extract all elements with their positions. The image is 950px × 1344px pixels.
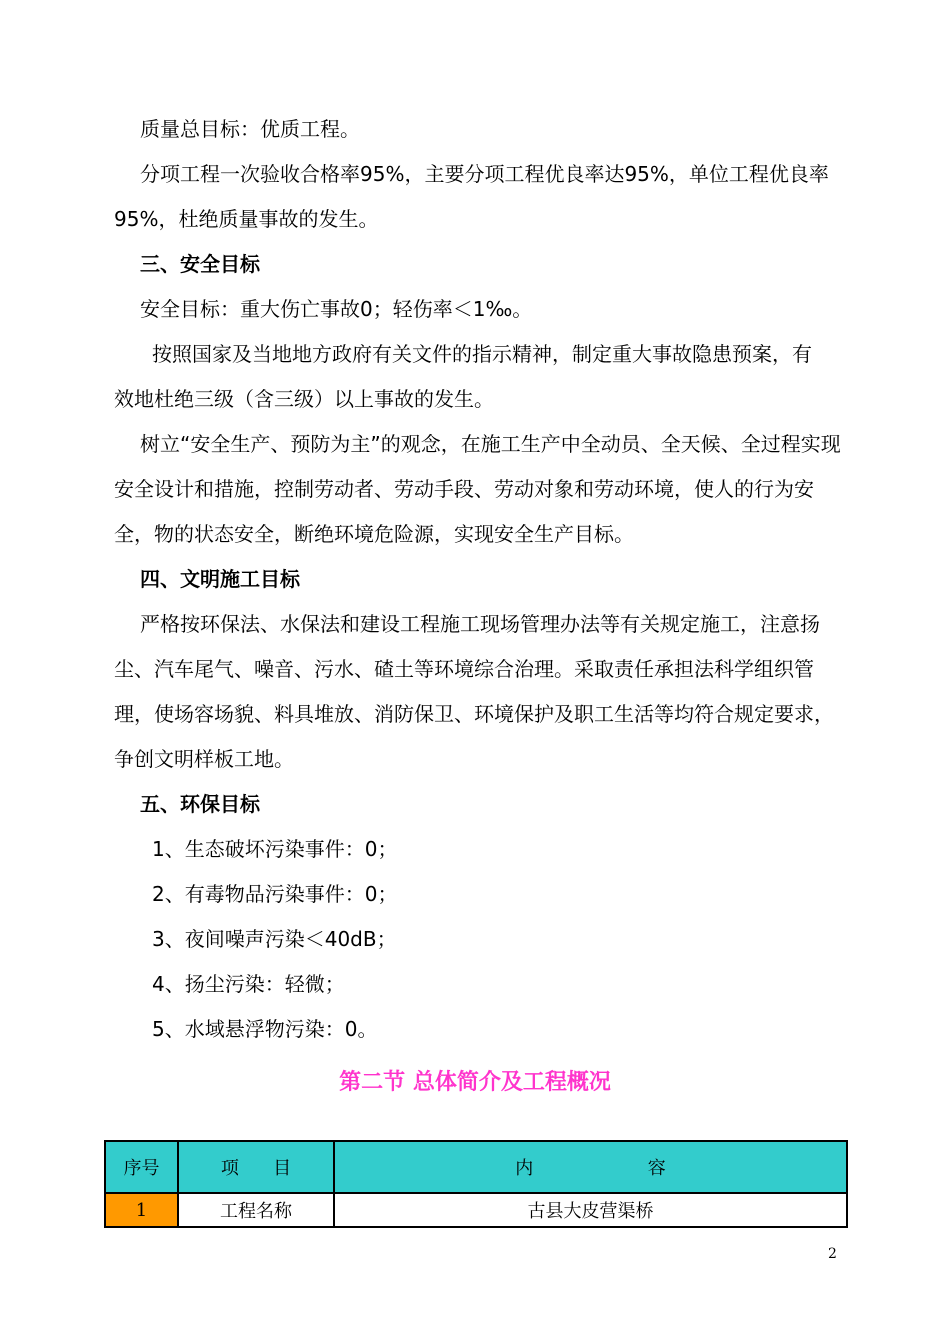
env-item-2: 2、有毒物品污染事件：0；	[152, 882, 398, 906]
project-overview-table	[104, 1140, 848, 1228]
env-item-1: 1、生态破坏污染事件：0；	[152, 837, 398, 861]
civilized-line-3: 理，使场容场貌、料具堆放、消防保卫、环境保护及职工生活等均符合规定要求，	[114, 702, 834, 726]
cell-item: 工程名称	[178, 1193, 334, 1227]
civilized-line-1: 严格按环保法、水保法和建设工程施工现场管理办法等有关规定施工，注意扬	[140, 612, 820, 636]
safety-goal-line: 安全目标：重大伤亡事故0；轻伤率＜1‰。	[140, 297, 533, 321]
heading-environmental-goal: 五、环保目标	[140, 792, 260, 816]
civilized-line-2: 尘、汽车尾气、噪音、污水、碴土等环境综合治理。采取责任承担法科学组织管	[114, 657, 814, 681]
heading-civilized-construction: 四、文明施工目标	[140, 567, 300, 591]
safety-plan-line: 按照国家及当地地方政府有关文件的指示精神，制定重大事故隐患预案，有	[152, 342, 812, 366]
env-item-4: 4、扬尘污染：轻微；	[152, 972, 345, 996]
env-item-3: 3、夜间噪声污染＜40dB；	[152, 927, 397, 951]
cell-content: 古县大皮营渠桥	[334, 1193, 847, 1227]
env-item-5: 5、水域悬浮物污染：0。	[152, 1017, 378, 1041]
safety-concept-line-2: 安全设计和措施，控制劳动者、劳动手段、劳动对象和劳动环境，使人的行为安	[114, 477, 814, 501]
heading-safety-goal: 三、安全目标	[140, 252, 260, 276]
safety-concept-line-3: 全，物的状态安全，断绝环境危险源，实现安全生产目标。	[114, 522, 634, 546]
quality-rate-line: 分项工程一次验收合格率95%，主要分项工程优良率达95%，单位工程优良率	[140, 162, 829, 186]
civilized-line-4: 争创文明样板工地。	[114, 747, 294, 771]
header-content: 内 容	[334, 1141, 847, 1193]
table-row	[105, 1193, 847, 1227]
header-item: 项 目	[178, 1141, 334, 1193]
quality-goal-line: 质量总目标：优质工程。	[140, 117, 360, 141]
table-header-row	[105, 1141, 847, 1193]
quality-rate-line-cont: 95%，杜绝质量事故的发生。	[114, 207, 379, 231]
safety-concept-line: 树立“安全生产、预防为主”的观念，在施工生产中全动员、全天候、全过程实现	[140, 432, 841, 456]
safety-plan-line-cont: 效地杜绝三级（含三级）以上事故的发生。	[114, 387, 494, 411]
header-serial-number: 序号	[105, 1141, 178, 1193]
page-number: 2	[828, 1246, 837, 1262]
section-title: 第二节 总体简介及工程概况	[339, 1070, 611, 1095]
cell-serial-number: 1	[105, 1193, 178, 1227]
